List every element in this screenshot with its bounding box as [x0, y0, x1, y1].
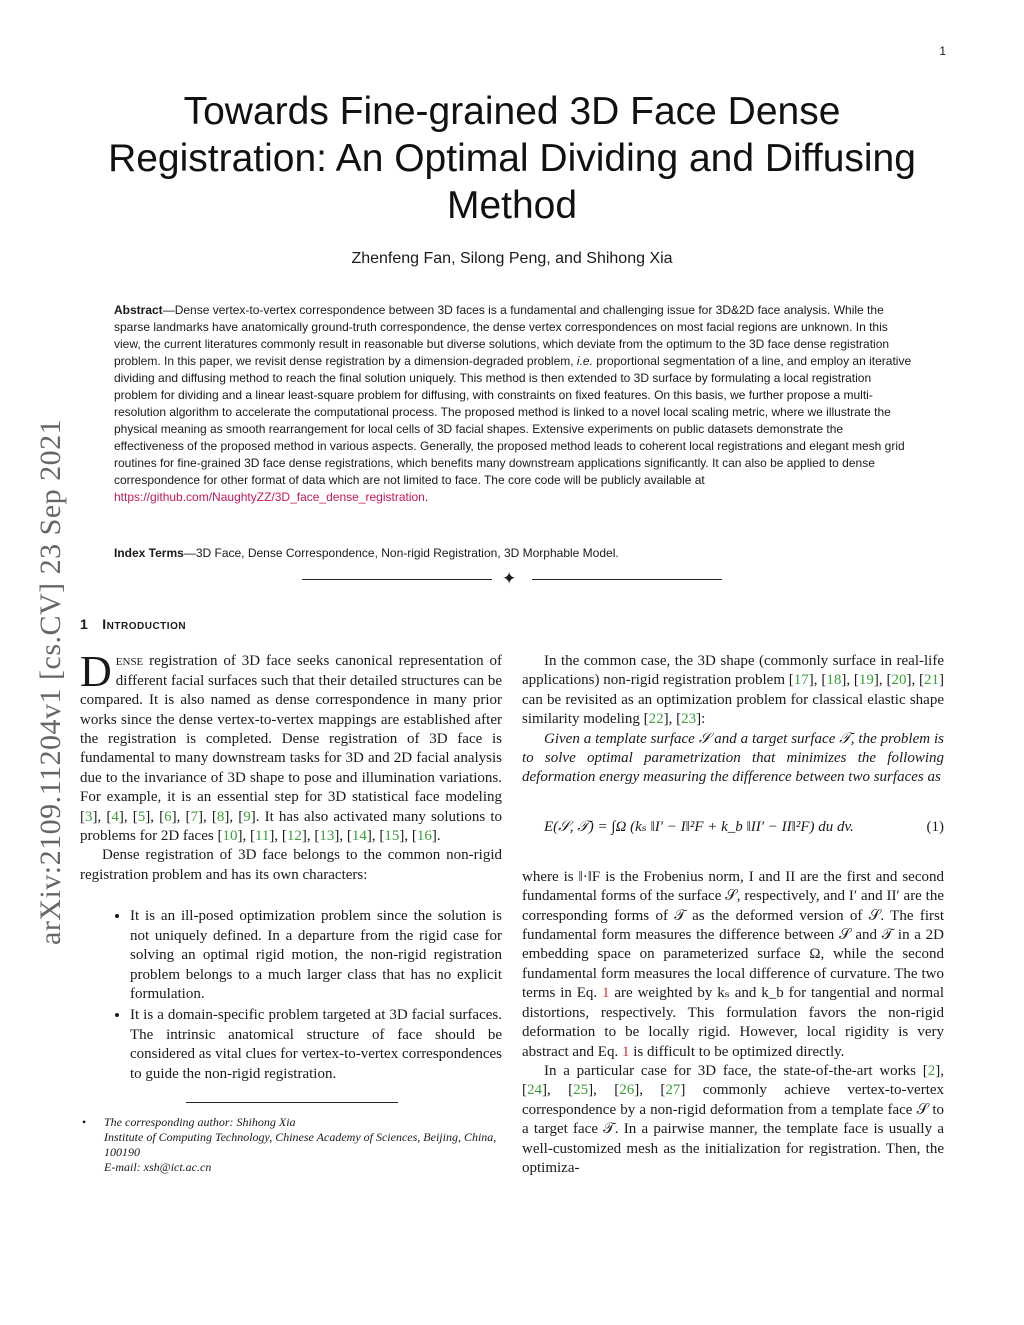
citation-group: [2], [24], [25], [26], [27] — [522, 1062, 944, 1099]
paper-title: Towards Fine-grained 3D Face Dense Registration: An Optimal Dividing and Diffusing Method — [108, 90, 916, 227]
citation-group: [22], [23] — [643, 711, 702, 728]
citation-ref[interactable]: 14 — [351, 828, 367, 845]
citation-group: [10], [11], [12], [13], [14], [15], [16] — [217, 828, 437, 845]
section-divider — [302, 569, 722, 588]
drop-cap: D — [80, 647, 112, 697]
page-number: 1 — [939, 44, 946, 58]
equation-ref[interactable]: 1 — [602, 985, 610, 1002]
section-title: Introduction — [102, 616, 187, 632]
footnote-line-2: Institute of Computing Technology, Chinese Academy of Sciences, Beijing, China, 100190 — [104, 1129, 497, 1159]
citation-ref[interactable]: 24 — [527, 1082, 542, 1099]
right-paragraph-4 — [522, 1062, 944, 1178]
characteristics-list — [80, 907, 502, 1084]
citation-ref[interactable]: 9 — [243, 808, 251, 825]
citation-ref[interactable]: 16 — [416, 828, 432, 845]
equation-number: (1) — [926, 818, 944, 835]
right-text-4b: commonly achieve vertex-to-vertex correspondence by a non-rigid deformation from a template face 𝒮 to a target face 𝒯. In a pairwise manner, the template face is usually a well-customized mesh as the initialization for registration. Then, the optimiza- — [522, 1082, 945, 1176]
right-text-3c: is difficult to be optimized directly. — [629, 1043, 845, 1060]
citation-ref[interactable]: 26 — [619, 1082, 635, 1099]
right-text-3b: are weighted by kₛ and k_b for tangential and normal distortions, respectively. This formulation favors the non-rigid deformation to be locally rigid. However, local rigidity is very abstract and Eq. — [522, 985, 944, 1060]
right-text-3a: where is ‖·‖F is the Frobenius norm, I and II are the first and second fundamental forms of the surface 𝒮, respectively, and I′ and II′ are the corresponding forms of 𝒯 as the deformed version of 𝒮. The first fundamental form measures the difference between 𝒮 and 𝒯 in a 2D embedding space on parameterized surface Ω, while the second fundamental form measures the local difference of curvature. The two terms in Eq. — [522, 868, 944, 1002]
citation-ref[interactable]: 2 — [927, 1062, 936, 1079]
divider-line-right — [532, 579, 722, 580]
citation-ref[interactable]: 11 — [254, 828, 270, 845]
code-link[interactable]: https://github.com/NaughtyZZ/3D_face_dense_registration — [114, 490, 425, 504]
abstract-end: . — [424, 490, 429, 504]
section-number: 1 — [80, 616, 89, 632]
footnote-line-1: The corresponding author: Shihong Xia — [104, 1114, 296, 1129]
abstract-ie: i.e. — [576, 354, 593, 368]
index-terms-text: —3D Face, Dense Correspondence, Non-rigid Registration, 3D Morphable Model. — [183, 546, 619, 560]
citation-ref[interactable]: 20 — [891, 672, 907, 689]
right-column — [522, 652, 944, 1178]
citation-ref[interactable]: 10 — [222, 828, 238, 845]
citation-ref[interactable]: 19 — [858, 672, 874, 689]
citation-ref[interactable]: 17 — [793, 672, 809, 689]
citation-ref[interactable]: 23 — [681, 711, 697, 728]
divider-line-left — [302, 579, 492, 580]
citation-ref[interactable]: 6 — [164, 808, 172, 825]
right-paragraph-1 — [522, 652, 944, 730]
abstract-label: Abstract — [114, 303, 163, 317]
citation-ref[interactable]: 27 — [665, 1082, 681, 1099]
footnote-rule — [186, 1102, 398, 1103]
arxiv-stamp: arXiv:2109.11204v1 [cs.CV] 23 Sep 2021 — [34, 418, 67, 945]
abstract-text: —Dense vertex-to-vertex correspondence between 3D faces is a fundamental and challenging issue for 3D&2D face analysis. While the sparse landmarks have anatomically ground-truth correspondence, the dense vertex correspondences on most facial regions are unknown. In this view, the current literatures commonly result in reasonable but diverse solutions, which deviate from the optimum to the 3D face dense registration problem. In this paper, we revisit dense registration by a dimension-degraded problem, — [114, 303, 890, 368]
abstract-text-2: proportional segmentation of a line, and employ an iterative dividing and diffusing method to reach the final solution uniquely. This method is then extended to 3D surface by formulating a local registration problem for dividing and a linear least-square problem for diffusing, with constraints on fixed features. On this basis, we further propose a multi-resolution algorithm to accelerate the computational process. The proposed method is linked to a novel local scaling metric, where we illustrate the physical meaning as smooth rearrangement for local cells of 3D facial shapes. Extensive experiments on public datasets demonstrate the effectiveness of the proposed method in various aspects. Generally, the proposed method leads to coherent local registrations and elegant mesh grid routines for fine-grained 3D face dense registrations, which benefits many downstream applications significantly. It can also be applied to dense correspondence for other format of data which are not limited to face. The core code will be publicly available at — [114, 354, 912, 487]
right-text-1: In the common case, the 3D shape (commonly surface in real-life applications) non-rigid registration problem — [522, 653, 944, 689]
right-text-1-mid: can be revisited as an optimization problem for classical elastic shape similarity modeling — [522, 691, 944, 728]
right-text-4a: In a particular case for 3D face, the state-of-the-art works — [544, 1062, 923, 1079]
citation-group: [3], [4], [5], [6], [7], [8], [9] — [80, 808, 256, 825]
problem-statement: Given a template surface 𝒮 and a target surface 𝒯, the problem is to solve optimal parametrization that minimizes the following deformation energy measuring the difference between two surfaces as — [522, 730, 944, 786]
equation-body: E(𝒮, 𝒯) = ∫Ω (kₛ ‖I′ − I‖²F + k_b ‖II′ − II‖²F) du dv. — [544, 818, 854, 835]
footnote-bullet-icon: • — [82, 1114, 87, 1129]
citation-ref[interactable]: 22 — [648, 711, 664, 728]
intro-text-1-mid: . It has also activated many solutions to problems for 2D faces — [80, 808, 502, 845]
left-column — [80, 615, 502, 1175]
citation-ref[interactable]: 25 — [573, 1082, 589, 1099]
citation-ref[interactable]: 5 — [137, 808, 146, 825]
abstract — [114, 302, 914, 506]
citation-ref[interactable]: 3 — [85, 808, 93, 825]
citation-ref[interactable]: 8 — [216, 808, 225, 825]
citation-ref[interactable]: 4 — [111, 808, 119, 825]
section-heading — [80, 615, 502, 634]
footnote — [80, 1115, 502, 1175]
intro-paragraph-1: Dense registration of 3D face seeks canonical representation of different facial surfaces such that their detailed structures can be compared. It is also named as dense correspondence in many prior works since the dense vertex-to-vertex mappings are established after the registration is completed. Dense registration of 3D face is fundamental to many downstream tasks for 3D and 2D facial analysis due to the invariance of 3D shape to pose and illumination variations. For example, it is an essential step for 3D statistical face modeling [3], [4], [5], [6], [7], [8], [9]. It has also activated many solutions to problems for 2D faces [10], [11], [12], [13], [14], [15], [16]. — [80, 647, 502, 845]
index-terms — [114, 546, 914, 560]
citation-ref[interactable]: 7 — [190, 808, 198, 825]
index-terms-label: Index Terms — [114, 546, 184, 560]
intro-text-1: registration of 3D face seeks canonical representation of different facial surfaces such that their detailed structures can be compared. It is also named as dense correspondence in many prior works since the dense vertex-to-vertex mappings are established after the registration is completed. Dense registration of 3D face is fundamental to many downstream tasks for 3D and 2D facial analysis due to the invariance of 3D shape to pose and illumination variations. For example, it is an essential step for 3D statistical face modeling — [80, 653, 502, 806]
equation-1 — [522, 802, 944, 862]
paper-authors: Zhenfeng Fan, Silong Peng, and Shihong Xia — [351, 250, 673, 267]
intro-paragraph-2: Dense registration of 3D face belongs to the common non-rigid registration problem and has its own characters: — [80, 847, 502, 883]
citation-ref[interactable]: 15 — [384, 828, 400, 845]
equation-ref[interactable]: 1 — [621, 1043, 630, 1060]
list-item: • It is an ill-posed optimization problem since the solution is not uniquely defined. In a departure from the rigid case for solving an optimal rigid motion, the non-rigid registration problem belongs to a much larger class that has no explicit formulation. — [130, 907, 502, 1004]
right-paragraph-3 — [522, 868, 944, 1062]
right-text-1-end: : — [701, 711, 706, 728]
citation-ref[interactable]: 13 — [319, 828, 335, 845]
divider-glyph: ✦ — [502, 569, 517, 588]
list-item: • It is a domain-specific problem targeted at 3D facial surfaces. The intrinsic anatomical structure of face should be considered as vital clues for vertex-to-vertex correspondences to guide the non-rigid registration. — [130, 1006, 502, 1084]
citation-ref[interactable]: 12 — [286, 828, 302, 845]
citation-ref[interactable]: 18 — [826, 672, 842, 689]
drop-cap-smallcaps: ense — [115, 653, 144, 670]
citation-ref[interactable]: 21 — [924, 672, 940, 689]
citation-group: [17], [18], [19], [20], [21] — [788, 672, 945, 689]
footnote-line-3: E-mail: xsh@ict.ac.cn — [104, 1159, 212, 1174]
